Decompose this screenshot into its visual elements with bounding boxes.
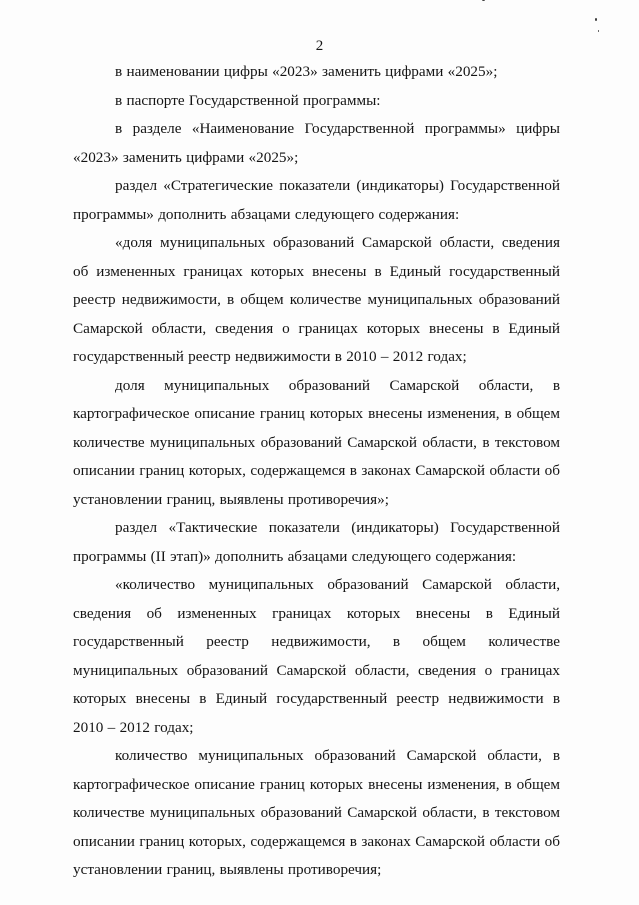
paragraph: в наименовании цифры «2023» заменить цифрами «2025»;	[115, 63, 498, 80]
paragraph: «количество муниципальных образований Самарской области, сведения об измененных границах которых внесены в Единый государственный реестр недвижимости, в общем количестве муниципальных образований Самарской области, сведения о границах которых внесены в Единый государственный реестр недвижимости в 2010 – 2012 годах;	[73, 576, 560, 736]
paragraph: раздел «Стратегические показатели (индикаторы) Государственной программы» дополнить абзацами следующего содержания:	[73, 177, 560, 223]
paragraph: количество муниципальных образований Самарской области, в картографическое описание границ которых внесены изменения, в общем количестве муниципальных образований Самарской области, в текстовом описании границ которых, содержащемся в законах Самарской области об установлении границ, выявлены противоречия;	[73, 747, 560, 878]
page-number: 2	[315, 38, 324, 54]
scan-speck	[598, 30, 599, 32]
paragraph: в разделе «Наименование Государственной программы» цифры «2023» заменить цифрами «2025»;	[73, 120, 560, 166]
paragraph: раздел «Тактические показатели (индикаторы) Государственной программы (II этап)» дополнить абзацами следующего содержания:	[73, 519, 560, 565]
document-body	[73, 58, 560, 885]
scan-speck	[482, 0, 485, 1]
paragraph: доля муниципальных образований Самарской области, в картографическое описание границ которых внесены изменения, в общем количестве муниципальных образований Самарской области, в текстовом описании границ которых, содержащемся в законах Самарской области об установлении границ, выявлены противоречия»;	[73, 376, 560, 508]
scan-speck	[595, 18, 597, 21]
paragraph: «доля муниципальных образований Самарской области, сведения об измененных границах которых внесены в Единый государственный реестр недвижимости, в общем количестве муниципальных образований Самарской области, сведения о границах которых внесены в Единый государственный реестр недвижимости в 2010 – 2012 годах;	[73, 234, 560, 365]
paragraph: в паспорте Государственной программы:	[115, 91, 381, 109]
